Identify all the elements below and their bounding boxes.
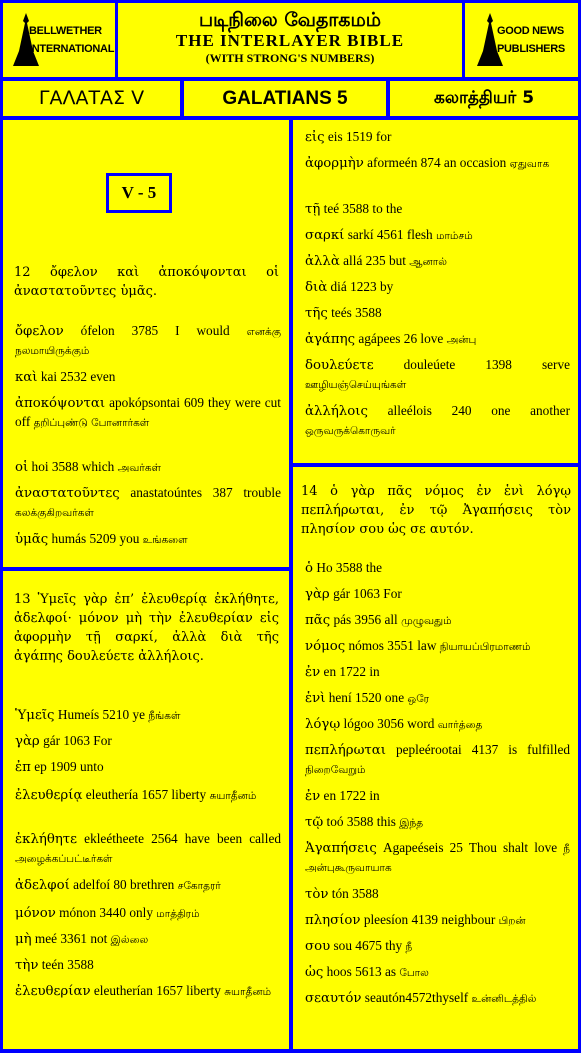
word-entry	[305, 689, 570, 708]
word-gloss: lógoo 3056 word	[340, 716, 438, 731]
greek-word: ὑμᾶς	[15, 532, 49, 547]
word-entry	[15, 484, 281, 522]
word-entry	[15, 876, 281, 895]
tamil-gloss: உங்களை	[142, 534, 188, 546]
verse12-text: 12 ὄφελον καὶ ἀποκόψονται οἱ ἀναστατοῦντες ὑμᾶς.	[14, 265, 279, 299]
word-gloss: gár 1063 For	[39, 733, 112, 748]
good-news-logo	[465, 3, 578, 77]
word-entry	[305, 911, 570, 930]
tamil-title: படிநிலை வேதாகமம்	[198, 9, 382, 31]
word-gloss: hoos 5613 as	[323, 964, 400, 979]
tamil-gloss: ஆனால்	[409, 256, 447, 268]
word-entry	[305, 741, 570, 779]
word-entry	[305, 226, 570, 245]
tamil-gloss: எனக்கு நலமாயிருக்கும்	[15, 326, 281, 357]
greek-word: ἐν	[305, 665, 321, 680]
tamil-gloss: போல	[399, 967, 429, 979]
word-entry	[15, 530, 281, 549]
word-gloss: en 1722 in	[320, 788, 380, 803]
word-gloss: Agapeéseis 25 Thou shalt love	[376, 840, 564, 855]
word-entry	[15, 758, 281, 777]
word-gloss: Ho 3588 the	[313, 560, 383, 575]
word-entry	[305, 611, 570, 630]
tamil-gloss: நீ அன்புகூருவாயாக	[305, 843, 570, 874]
bellwether-logo	[3, 3, 115, 77]
word-gloss: douleúete 1398 serve	[373, 357, 570, 372]
greek-word: τῇ	[305, 202, 321, 217]
word-gloss: en 1722 in	[320, 664, 380, 679]
greek-word: σου	[305, 939, 331, 954]
main-title: THE INTERLAYER BIBLE	[175, 31, 405, 50]
word-gloss: tón 3588	[328, 886, 379, 901]
word-entry	[305, 200, 570, 219]
greek-word: λόγῳ	[305, 717, 341, 732]
word-entry	[305, 154, 570, 173]
word-entry	[305, 963, 570, 982]
greek-word: πᾶς	[305, 613, 331, 628]
greek-word: τὴν	[15, 958, 39, 973]
greek-word: δουλεύετε	[305, 358, 374, 373]
word-gloss: ófelon 3785 I would	[63, 323, 247, 338]
word-gloss: anastatoúntes 387 trouble	[119, 485, 281, 500]
word-gloss: meé 3361 not	[31, 931, 111, 946]
word-gloss: sarkí 4561 flesh	[344, 227, 436, 242]
word-entry	[305, 637, 570, 656]
greek-word: ἀποκόψονται	[15, 396, 106, 411]
tamil-gloss: சுயாதீனம்	[224, 986, 272, 998]
greek-word: πλησίον	[305, 913, 361, 928]
greek-word: ἐκλήθητε	[15, 832, 78, 847]
right-logo-line2: PUBLISHERS	[497, 43, 565, 55]
tamil-gloss: நிறைவேறும்	[305, 764, 366, 776]
greek-book-label: ΓΑΛΑΤΑΣ V	[3, 81, 180, 116]
word-entry	[305, 356, 570, 394]
word-entry	[305, 252, 570, 271]
word-entry	[15, 904, 281, 923]
word-gloss: teé 3588 to the	[320, 201, 403, 216]
word-gloss: gár 1063 For	[329, 586, 402, 601]
greek-word: ἑνὶ	[305, 691, 326, 706]
greek-word: καὶ	[15, 370, 38, 385]
word-entry	[305, 715, 570, 734]
word-entry	[15, 786, 281, 805]
word-gloss: hoi 3588 which	[28, 459, 118, 474]
word-entry	[305, 402, 570, 440]
word-gloss: eis 1519 for	[324, 129, 392, 144]
greek-word: μὴ	[15, 932, 32, 947]
word-entry	[305, 937, 570, 956]
bell-icon	[11, 11, 41, 71]
subtitle: (WITH STRONG'S NUMBERS)	[205, 51, 375, 65]
tamil-gloss: உன்னிடத்தில்	[471, 993, 537, 1005]
word-entry	[305, 585, 570, 604]
word-entry	[305, 787, 570, 806]
tamil-book-label: கலாத்தியர் 5	[390, 81, 578, 116]
tamil-gloss: மாம்சம்	[436, 230, 473, 242]
greek-word: εἰς	[305, 130, 325, 145]
word-entry	[15, 458, 281, 477]
greek-word: ὄφελον	[15, 324, 64, 339]
word-gloss: eleutherían 1657 liberty	[90, 983, 225, 998]
tamil-gloss: பிறன்	[498, 915, 526, 927]
word-entry	[15, 982, 281, 1001]
greek-word: ἀδελφοί	[15, 878, 70, 893]
word-gloss: toó 3588 this	[323, 814, 400, 829]
greek-word: διὰ	[305, 280, 328, 295]
greek-word: ἐλευθερίαν	[15, 984, 91, 999]
greek-word: νόμος	[305, 639, 346, 654]
word-entry	[15, 368, 281, 387]
word-gloss: aformeén 874 an occasion	[363, 155, 510, 170]
greek-word: τῆς	[305, 306, 328, 321]
word-gloss: eleuthería 1657 liberty	[82, 787, 210, 802]
greek-word: τὸν	[305, 887, 329, 902]
word-gloss: ekleétheete 2564 have been called	[77, 831, 281, 846]
right-logo-line1: GOOD NEWS	[497, 25, 564, 37]
word-gloss: nómos 3551 law	[345, 638, 440, 653]
word-gloss: kai 2532 even	[37, 369, 116, 384]
tamil-gloss: ஒரே	[407, 693, 430, 705]
word-entry	[15, 706, 281, 725]
verse14-text: 14 ὁ γὰρ πᾶς νόμος ἐν ἑνὶ λόγῳ πεπλήρωται, ἐν τῷ Ἀγαπήσεις τὸν πλησίον σου ὡς σε αυτόν.	[301, 484, 571, 537]
word-gloss: pleesíon 4139 neighbour	[360, 912, 499, 927]
greek-word: μόνον	[15, 906, 56, 921]
tamil-gloss: அன்பு	[446, 334, 477, 346]
greek-word: σεαυτόν	[305, 991, 362, 1006]
greek-word: γὰρ	[15, 734, 40, 749]
tamil-gloss: ஒருவருக்கொருவர்	[305, 425, 396, 437]
word-gloss: humás 5209 you	[48, 531, 143, 546]
tamil-gloss: ஊழியஞ்செய்யுங்கள்	[305, 379, 407, 391]
greek-word: ἀλλήλοις	[305, 404, 368, 419]
header-title-box	[118, 3, 462, 77]
tamil-gloss: தறிப்புண்டு போனார்கள்	[33, 417, 150, 429]
verse13-text: 13 Ὑμεῖς γὰρ ἐπ’ ἐλευθερίᾳ ἐκλήθητε, ἀδελφοί· μόνον μὴ τὴν ἐλευθερίαν εἰς ἀφορμὴν τῇ σαρκί, ἀλλὰ διὰ τῆς ἀγάπης δουλεύετε ἀλλήλοις.	[14, 592, 279, 664]
word-entry	[305, 330, 570, 349]
word-gloss: ep 1909 unto	[30, 759, 104, 774]
word-entry	[305, 989, 570, 1008]
tamil-gloss: நீங்கள்	[148, 710, 181, 722]
greek-word: σαρκί	[305, 228, 345, 243]
word-entry	[15, 322, 281, 360]
word-gloss: apokópsontai 609 they were cut off	[15, 395, 281, 429]
greek-word: ἐλευθερίᾳ	[15, 788, 83, 803]
tamil-gloss: முழுவதும்	[401, 615, 452, 627]
tamil-gloss: இந்த	[399, 817, 424, 829]
word-gloss: allá 235 but	[339, 253, 410, 268]
greek-word: Ἀγαπήσεις	[305, 841, 377, 856]
greek-word: ὁ	[305, 561, 314, 576]
greek-word: Ὑμεῖς	[15, 708, 55, 723]
greek-word: ἐν	[305, 789, 321, 804]
word-entry	[15, 394, 281, 432]
word-entry	[305, 559, 570, 578]
word-gloss: alleélois 240 one another	[367, 403, 570, 418]
word-entry	[15, 956, 281, 975]
word-gloss: hení 1520 one	[325, 690, 408, 705]
greek-word: ἀφορμὴν	[305, 156, 364, 171]
greek-word: ἀγάπης	[305, 332, 356, 347]
word-gloss: agápees 26 love	[355, 331, 447, 346]
word-entry	[15, 830, 281, 868]
tamil-gloss: வார்த்தை	[437, 719, 483, 731]
bell-icon	[475, 11, 505, 71]
tamil-gloss: நியாயப்பிரமாணம்	[439, 641, 531, 653]
greek-word: ἐπ	[15, 760, 31, 775]
tamil-gloss: இல்லை	[110, 934, 149, 946]
word-entry	[305, 663, 570, 682]
tamil-gloss: ஏதுவாக	[509, 158, 550, 170]
tamil-gloss: அவர்கள்	[117, 462, 162, 474]
greek-word: τῷ	[305, 815, 324, 830]
greek-word: ὡς	[305, 965, 324, 980]
greek-word: ἀναστατοῦντες	[15, 486, 120, 501]
word-gloss: pás 3956 all	[330, 612, 402, 627]
tamil-gloss: சகோதரர்	[177, 880, 221, 892]
tamil-gloss: அழைக்கப்பட்டீர்கள்	[15, 853, 113, 865]
english-book-label: GALATIANS 5	[184, 81, 386, 116]
tamil-gloss: மாத்திரம்	[156, 908, 200, 920]
word-gloss: adelfoí 80 brethren	[69, 877, 178, 892]
word-gloss: teés 3588	[327, 305, 382, 320]
word-gloss: teén 3588	[38, 957, 94, 972]
word-gloss: diá 1223 by	[327, 279, 394, 294]
greek-word: ἀλλὰ	[305, 254, 340, 269]
word-entry	[15, 732, 281, 751]
greek-word: γὰρ	[305, 587, 330, 602]
greek-word: οἱ	[15, 460, 29, 475]
tamil-gloss: கலக்குகிறவர்கள்	[15, 507, 94, 519]
word-gloss: pepleérootai 4137 is fulfilled	[385, 742, 570, 757]
left-logo-line1: BELLWETHER	[29, 25, 102, 37]
word-gloss: mónon 3440 only	[55, 905, 157, 920]
word-gloss: seautón4572thyself	[361, 990, 472, 1005]
chapter-tag: V - 5	[106, 173, 172, 213]
word-entry	[305, 128, 570, 147]
tamil-gloss: நீ	[405, 941, 413, 953]
word-entry	[305, 839, 570, 877]
tamil-gloss: சுயாதீனம்	[209, 790, 257, 802]
word-gloss: sou 4675 thy	[330, 938, 406, 953]
greek-word: πεπλήρωται	[305, 743, 386, 758]
word-entry	[305, 813, 570, 832]
left-logo-line2: INTERNATIONAL	[29, 43, 115, 55]
word-entry	[305, 885, 570, 904]
word-entry	[305, 304, 570, 323]
word-entry	[15, 930, 281, 949]
word-entry	[305, 278, 570, 297]
word-gloss: Humeís 5210 ye	[54, 707, 149, 722]
